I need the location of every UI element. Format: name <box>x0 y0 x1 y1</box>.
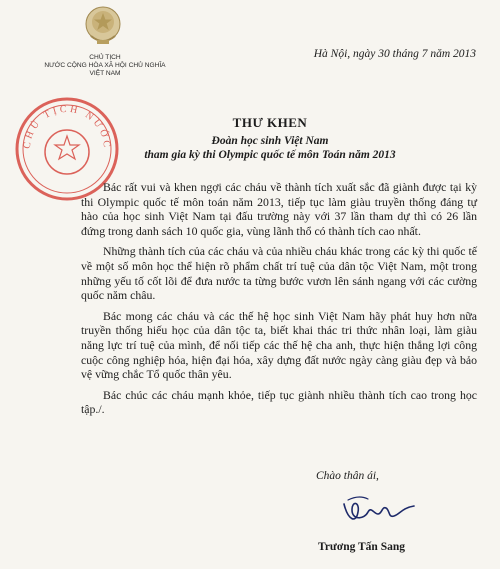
paragraph: Bác chúc các cháu mạnh khỏe, tiếp tục giành nhiều thành tích cao trong học tập./. <box>81 387 477 417</box>
recipient-line-2: tham gia kỳ thi Olympic quốc tế môn Toán năm 2013 <box>144 149 396 161</box>
paragraph: Bác mong các cháu và các thế hệ học sinh Việt Nam hãy phát huy hơn nữa truyền thống hiếu học của dân tộc ta, biết khai thác tri thức nhân loại, làm giàu năng lực trí tuệ của mình, để nối tiếp các thế hệ cha anh, thực hiện thắng lợi công cuộc công nghiệp hóa, hiện đại hóa, xây dựng đất nước ngày càng giàu đẹp và bảo vệ vững chắc Tổ quốc thân yêu. <box>81 308 477 382</box>
recipient-line-1: Đoàn học sinh Việt Nam <box>211 135 329 147</box>
signature <box>338 490 420 534</box>
org-line-3: VIỆT NAM <box>89 70 121 77</box>
letter-date: Hà Nội, ngày 30 tháng 7 năm 2013 <box>313 48 476 60</box>
signer-name: Trương Tấn Sang <box>318 541 405 553</box>
paragraph: Bác rất vui và khen ngợi các cháu về thành tích xuất sắc đã giành được tại kỳ thi Olympic quốc tế môn toán năm 2013, tiếp tục làm giàu truyền thống đáng tự hào của học sinh Việt Nam tại đấu trường này với 37 lần tham dự thì có 26 lần đứng trong danh sách 10 quốc gia, vùng lãnh thổ có thành tích cao nhất. <box>81 180 477 238</box>
org-line-1: CHỦ TỊCH <box>89 54 121 61</box>
paragraph: Những thành tích của các cháu và của nhiều cháu khác trong các kỳ thi quốc tế về một số môn học thể hiện rõ phẩm chất trí tuệ của dân tộc Việt Nam, một trong những yếu tố cốt lõi để đưa nước ta từng bước vươn lên sánh ngang với các cường quốc năm châu. <box>81 244 477 303</box>
national-emblem-icon <box>83 2 123 50</box>
letter-title: THƯ KHEN <box>232 115 308 130</box>
letter-body <box>81 180 477 423</box>
closing-line: Chào thân ái, <box>316 470 379 482</box>
seal-text: CHỦ TỊCH NƯỚC <box>21 103 113 151</box>
org-line-2: NƯỚC CỘNG HÒA XÃ HỘI CHỦ NGHĨA <box>44 62 166 69</box>
